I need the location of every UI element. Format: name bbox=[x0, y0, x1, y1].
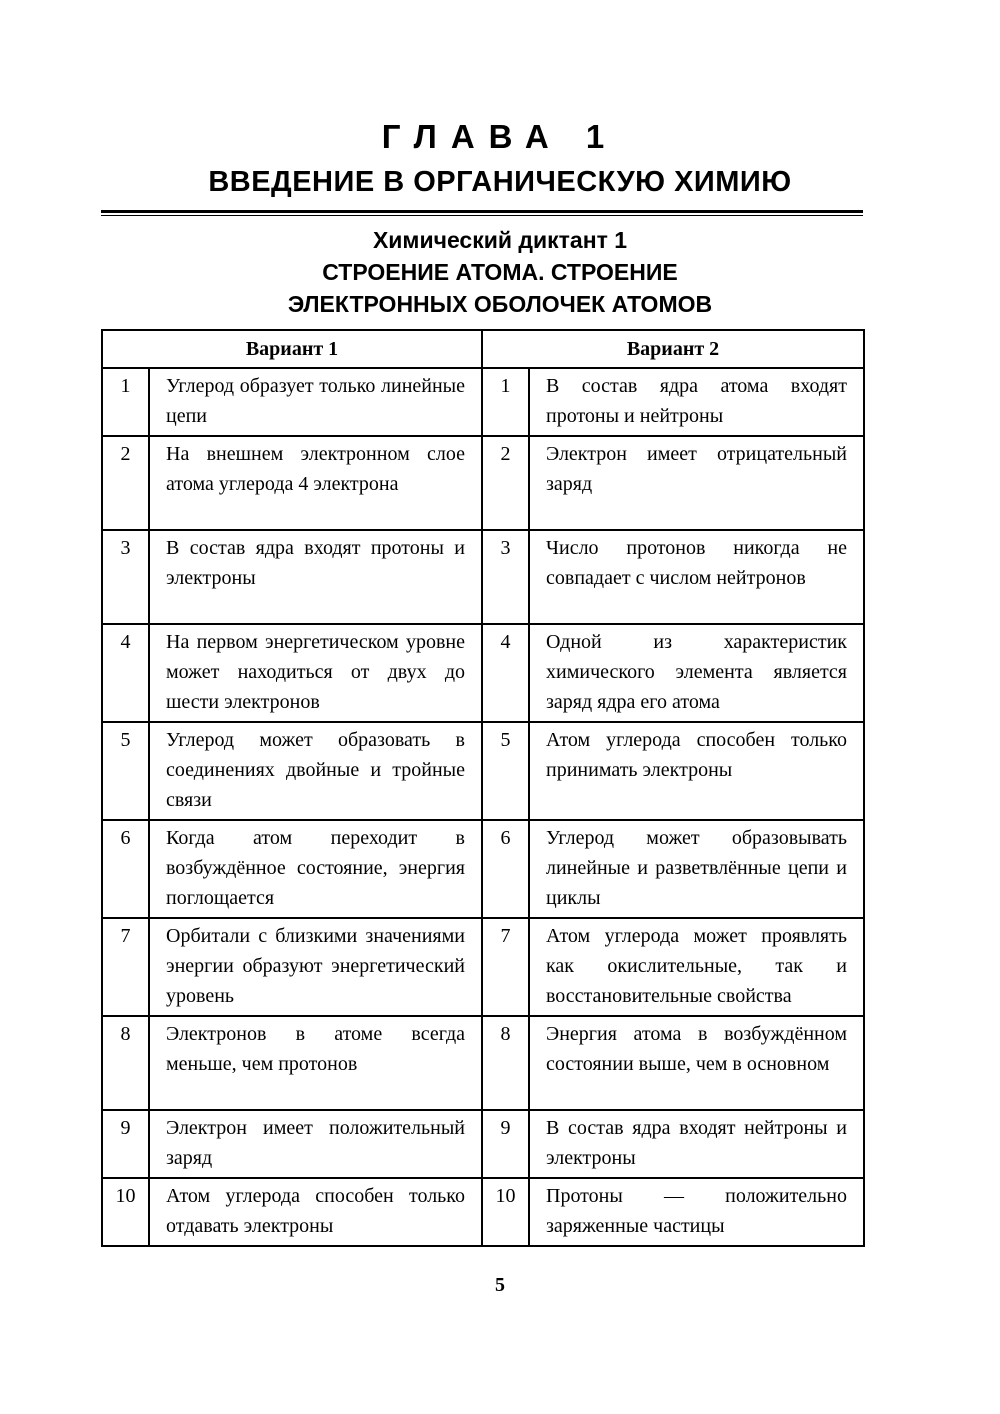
table-row bbox=[102, 820, 864, 918]
row-number-v2: 5 bbox=[482, 722, 529, 820]
statement-v2: В состав ядра входят нейтроны и электроны bbox=[529, 1110, 864, 1178]
statement-v1: Электрон имеет положительный заряд bbox=[149, 1110, 482, 1178]
statement-v1: Углерод образует только линейные цепи bbox=[149, 368, 482, 436]
row-number-v2: 3 bbox=[482, 530, 529, 624]
statement-v1: Углерод может образовать в соединениях двойные и тройные связи bbox=[149, 722, 482, 820]
row-number-v2: 7 bbox=[482, 918, 529, 1016]
table-row bbox=[102, 1110, 864, 1178]
row-number-v1: 4 bbox=[102, 624, 149, 722]
table-row bbox=[102, 722, 864, 820]
row-number-v1: 10 bbox=[102, 1178, 149, 1246]
row-number-v2: 8 bbox=[482, 1016, 529, 1110]
row-number-v2: 2 bbox=[482, 436, 529, 530]
table-row bbox=[102, 624, 864, 722]
row-number-v1: 1 bbox=[102, 368, 149, 436]
row-number-v2: 1 bbox=[482, 368, 529, 436]
row-number-v1: 9 bbox=[102, 1110, 149, 1178]
dictant-number: Химический диктант 1 bbox=[372, 227, 628, 253]
statement-v2: В состав ядра атома входят протоны и нейтроны bbox=[529, 368, 864, 436]
page-number: 5 bbox=[495, 1274, 505, 1296]
row-number-v1: 8 bbox=[102, 1016, 149, 1110]
statement-v1: Когда атом переходит в возбуждённое состояние, энергия поглощается bbox=[149, 820, 482, 918]
table-row bbox=[102, 368, 864, 436]
row-number-v2: 4 bbox=[482, 624, 529, 722]
title-rule-thin bbox=[101, 215, 863, 216]
statement-v2: Углерод может образовывать линейные и разветвлённые цепи и циклы bbox=[529, 820, 864, 918]
dictant-heading bbox=[0, 224, 1000, 320]
statement-v1: Орбитали с близкими значениями энергии образуют энергетический уровень bbox=[149, 918, 482, 1016]
row-number-v1: 5 bbox=[102, 722, 149, 820]
header-variant-1: Вариант 1 bbox=[102, 330, 482, 368]
row-number-v1: 7 bbox=[102, 918, 149, 1016]
table-row bbox=[102, 530, 864, 624]
dictant-title-line2: ЭЛЕКТРОННЫХ ОБОЛОЧЕК АТОМОВ bbox=[287, 291, 713, 317]
chapter-title: ВВЕДЕНИЕ В ОРГАНИЧЕСКУЮ ХИМИЮ bbox=[208, 166, 792, 198]
statement-v2: Число протонов никогда не совпадает с числом нейтронов bbox=[529, 530, 864, 624]
statement-v2: Энергия атома в возбуждённом состоянии выше, чем в основном bbox=[529, 1016, 864, 1110]
row-number-v2: 9 bbox=[482, 1110, 529, 1178]
table-row bbox=[102, 1016, 864, 1110]
header-variant-2: Вариант 2 bbox=[482, 330, 864, 368]
statement-v2: Атом углерода способен только принимать электроны bbox=[529, 722, 864, 820]
table-row bbox=[102, 436, 864, 530]
row-number-v2: 10 bbox=[482, 1178, 529, 1246]
table-row bbox=[102, 918, 864, 1016]
table-row bbox=[102, 1178, 864, 1246]
statement-v1: В состав ядра входят протоны и электроны bbox=[149, 530, 482, 624]
statement-v1: На первом энергетическом уровне может находиться от двух до шести электронов bbox=[149, 624, 482, 722]
table-header-row bbox=[102, 330, 864, 368]
row-number-v2: 6 bbox=[482, 820, 529, 918]
row-number-v1: 2 bbox=[102, 436, 149, 530]
row-number-v1: 6 bbox=[102, 820, 149, 918]
statement-v2: Одной из характеристик химического элемента является заряд ядра его атома bbox=[529, 624, 864, 722]
statement-v2: Протоны — положительно заряженные частицы bbox=[529, 1178, 864, 1246]
statement-v2: Электрон имеет отрицательный заряд bbox=[529, 436, 864, 530]
statement-v1: Электронов в атоме всегда меньше, чем протонов bbox=[149, 1016, 482, 1110]
row-number-v1: 3 bbox=[102, 530, 149, 624]
chapter-label: ГЛАВА 1 bbox=[381, 118, 619, 155]
statement-v1: На внешнем электронном слое атома углерода 4 электрона bbox=[149, 436, 482, 530]
statement-v1: Атом углерода способен только отдавать электроны bbox=[149, 1178, 482, 1246]
dictant-title-line1: СТРОЕНИЕ АТОМА. СТРОЕНИЕ bbox=[322, 259, 678, 285]
title-rule-thick bbox=[101, 210, 863, 213]
dictant-table bbox=[101, 329, 865, 1247]
statement-v2: Атом углерода может проявлять как окислительные, так и восстановительные свойства bbox=[529, 918, 864, 1016]
